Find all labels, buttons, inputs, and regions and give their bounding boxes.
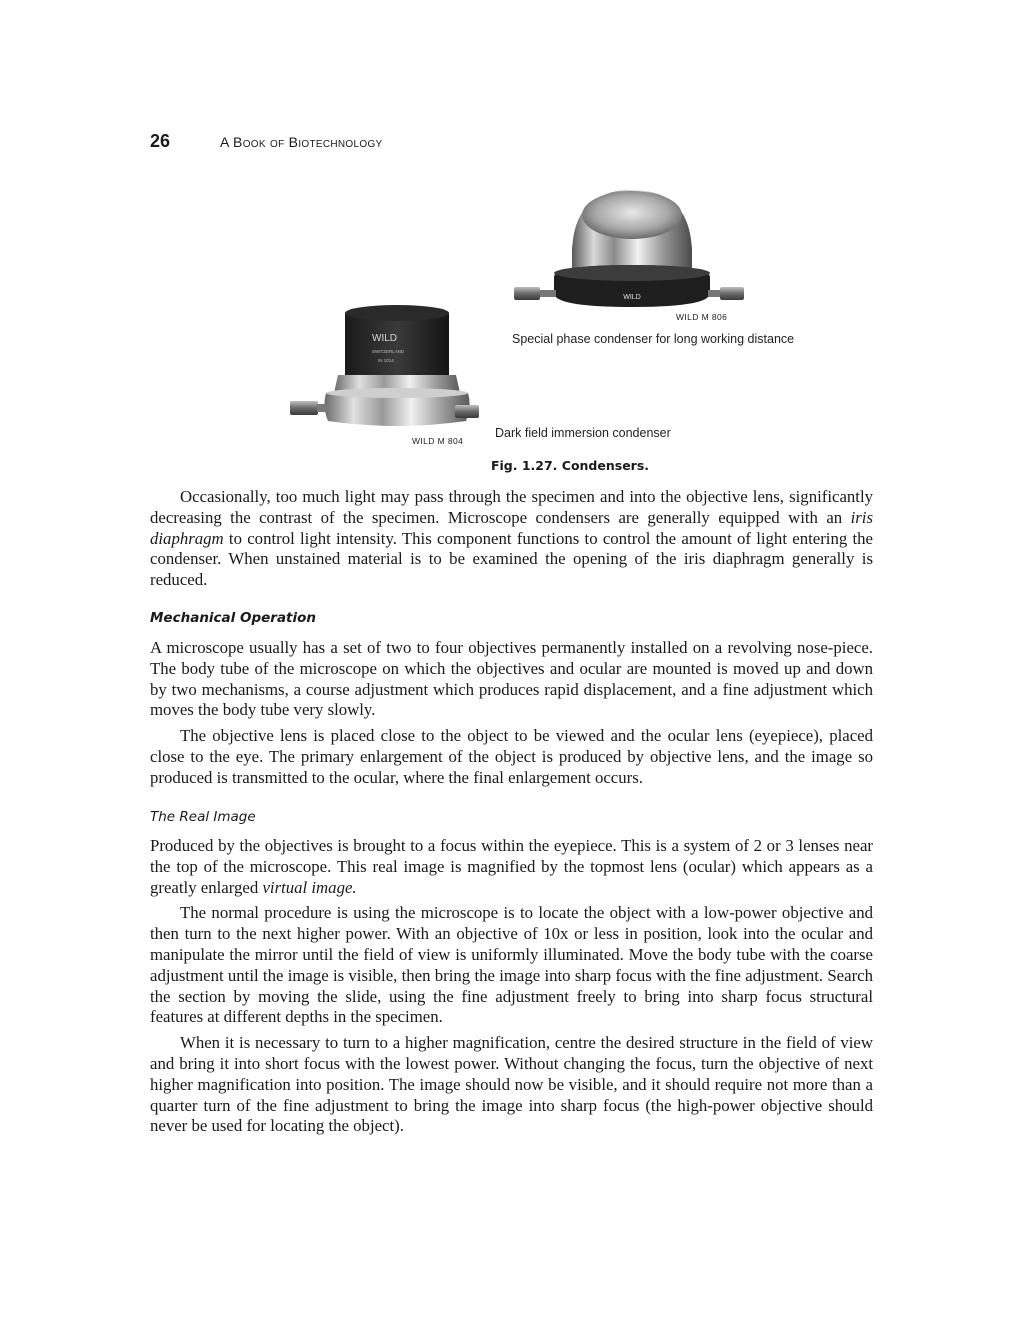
intro-paragraph <box>150 487 873 591</box>
heading-mechanical-operation: Mechanical Operation <box>150 610 317 626</box>
figure-caption: Fig. 1.27. Condensers. <box>490 458 650 473</box>
intro-emphasis: iris diaphragm <box>150 507 873 548</box>
intro-text-2: to control light intensity. This component functions to control the amount of light entering the condenser. When unstained material is to be examined the opening of the iris diaphragm generally is reduced. <box>150 528 873 590</box>
photo-phase-condenser <box>512 185 744 320</box>
real-image-paragraph-1 <box>150 836 873 898</box>
real-image-paragraph-2: The normal procedure is using the microscope is to locate the object with a low-power objective and then turn to the next higher power. With an objective of 10x or less in position, look into the ocular and manipulate the mirror until the field of view is uniformly illuminated. Move the body tube with the coarse adjustment until the image is visible, then bring the image into sharp focus with the fine adjustment. Search the section by moving the slide, using the fine adjustment freely to bring into sharp focus structural features at different depths in the specimen. <box>150 903 873 1027</box>
top-photo-caption: Special phase condenser for long working distance <box>512 332 795 346</box>
real-image-emphasis: virtual image. <box>262 877 357 897</box>
bottom-photo-code: WILD M 804 <box>412 436 464 446</box>
top-photo-code: WILD M 806 <box>676 312 728 322</box>
mechanical-paragraph-2: The objective lens is placed close to the object to be viewed and the ocular lens (eyepiece), placed close to the eye. The primary enlargement of the object is produced by objective lens, and the image so produced is transmitted to the ocular, where the final enlargement occurs. <box>150 726 873 787</box>
heading-real-image: The Real Image <box>150 809 256 825</box>
real-image-section <box>150 836 873 1137</box>
figure-condensers <box>280 185 860 480</box>
intro-text-1: Occasionally, too much light may pass through the specimen and into the objective lens, significantly decreasing the contrast of the specimen. Microscope condensers are generally equipped with an <box>150 487 873 527</box>
mechanical-section <box>150 638 873 789</box>
intro-section <box>150 487 873 591</box>
book-title: A Book of Biotechnology <box>220 134 383 150</box>
bottom-photo-label-1: WILD <box>372 333 397 344</box>
running-head <box>150 131 383 155</box>
bottom-photo-label-3: IN 1014 <box>378 358 394 363</box>
bottom-photo-caption: Dark field immersion condenser <box>495 426 671 440</box>
mechanical-paragraph-1: A microscope usually has a set of two to four objectives permanently installed on a revolving nose-piece. The body tube of the microscope on which the objectives and ocular are mounted is moved up and down by two mechanisms, a course adjustment which produces rapid displacement, and a fine adjustment which moves the body tube very slowly. <box>150 638 873 720</box>
top-photo-label: WILD <box>623 294 641 301</box>
page-number: 26 <box>150 131 171 151</box>
bottom-photo-label-2: SWITZERLAND <box>372 349 405 354</box>
real-image-paragraph-3: When it is necessary to turn to a higher magnification, centre the desired structure in the field of view and bring it into short focus with the lowest power. Without changing the focus, turn the objective of next higher magnification into position. The image should now be visible, and it should require not more than a quarter turn of the fine adjustment to bring the image into sharp focus (the high-power objective should never be used for locating the object). <box>150 1033 873 1136</box>
real-image-text-1: Produced by the objectives is brought to a focus within the eyepiece. This is a system of 2 or 3 lenses near the top of the microscope. This real image is magnified by the topmost lens (ocular) which appears as a greatly enlarged <box>150 836 873 897</box>
photo-darkfield-condenser <box>290 305 480 435</box>
